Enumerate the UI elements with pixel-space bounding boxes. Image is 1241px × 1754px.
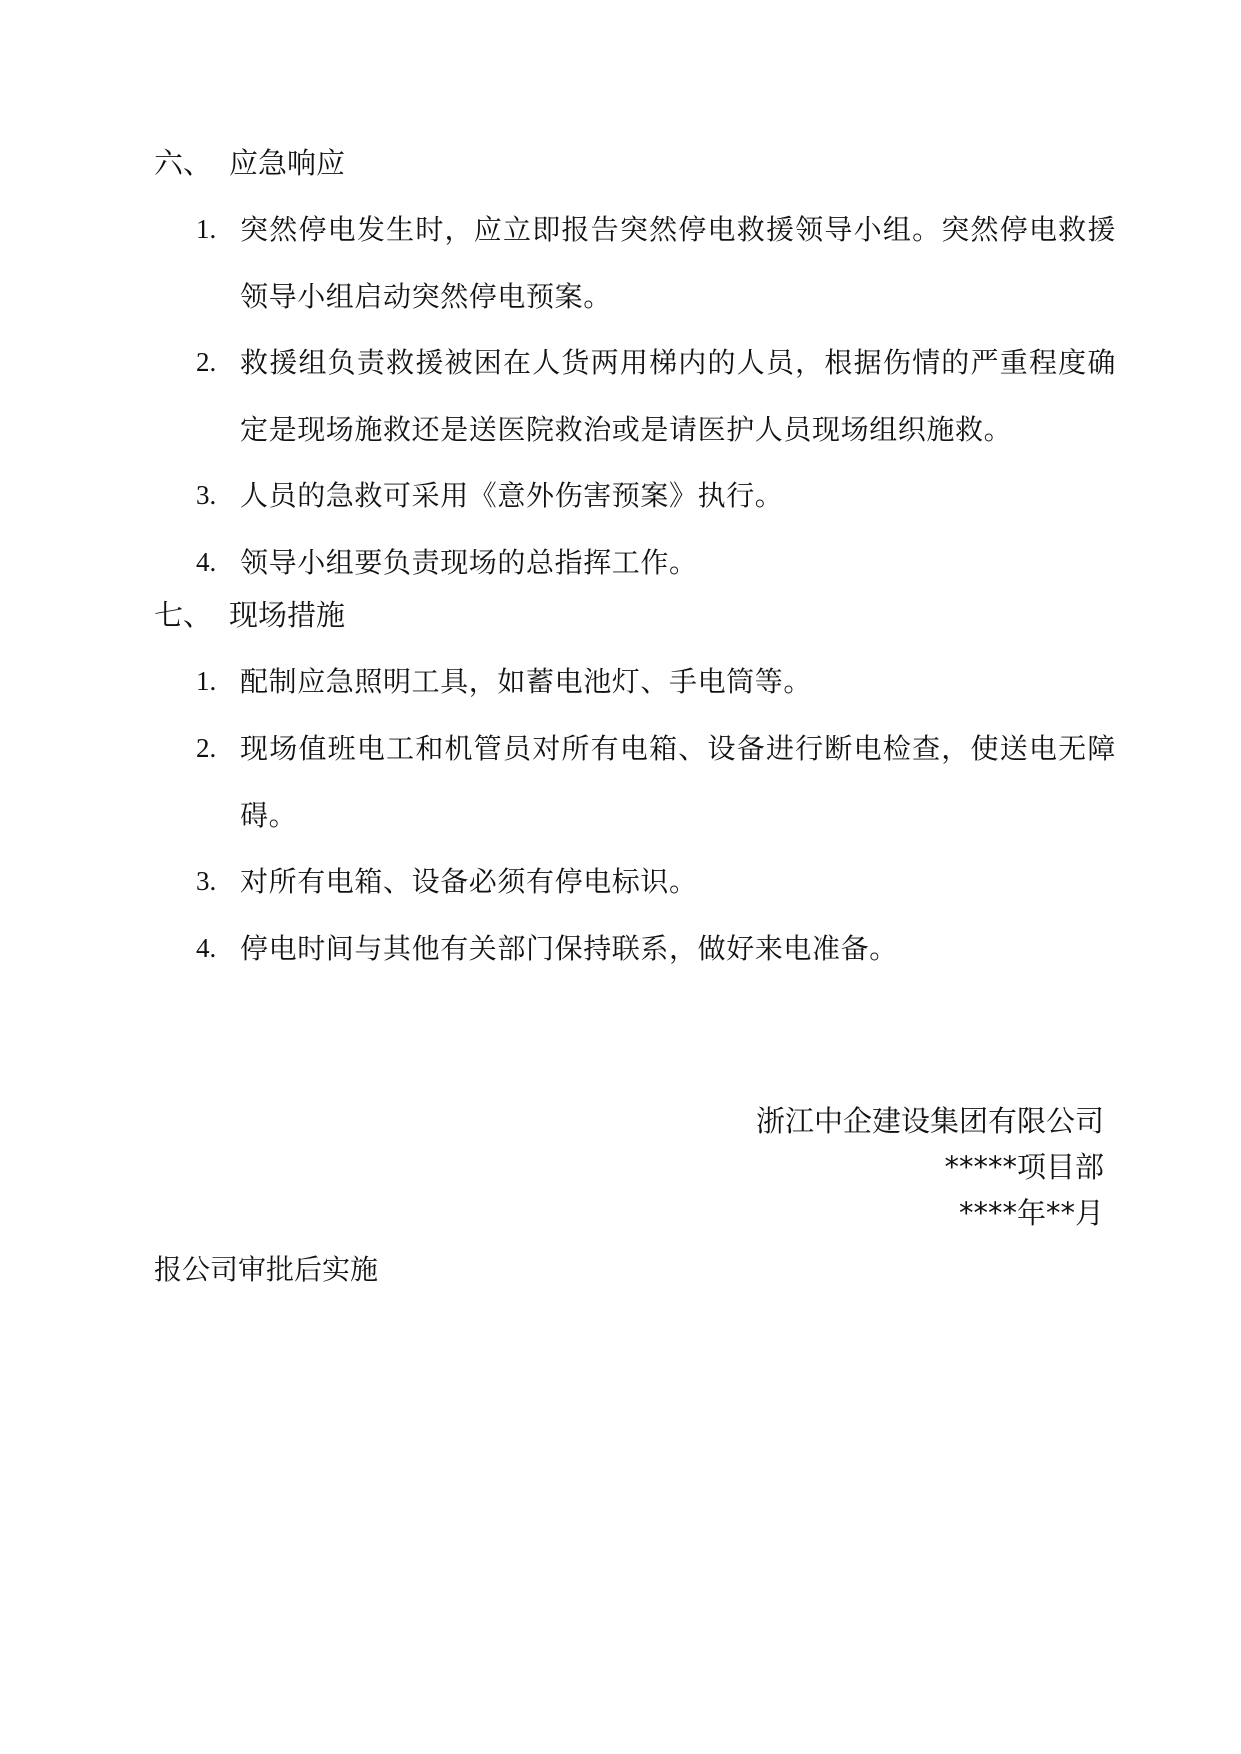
section-heading-6: [154, 145, 345, 181]
item-text: 人员的急救可采用《意外伤害预案》执行。: [240, 479, 784, 512]
list-item: [196, 715, 1116, 849]
list-item: [196, 529, 1116, 596]
item-index: 3.: [196, 866, 217, 896]
item-index: 1.: [196, 214, 217, 244]
item-index: 1.: [196, 666, 217, 696]
item-index: 4.: [196, 547, 217, 577]
item-index: 2.: [196, 733, 217, 763]
list-item: [196, 196, 1116, 330]
section-heading-7: [154, 597, 345, 633]
section-number: 七、: [154, 598, 213, 632]
item-text: 对所有电箱、设备必须有停电标识。: [240, 865, 698, 898]
section-title: 应急响应: [229, 146, 346, 180]
list-item: [196, 915, 1116, 982]
approval-note: 报公司审批后实施: [154, 1253, 379, 1286]
item-text: 突然停电发生时，应立即报告突然停电救援领导小组。突然停电救援领导小组启动突然停电预案。: [240, 213, 1116, 313]
item-text: 救援组负责救援被困在人货两用梯内的人员，根据伤情的严重程度确定是现场施救还是送医院救治或是请医护人员现场组织施救。: [240, 346, 1116, 446]
item-index: 4.: [196, 933, 217, 963]
signature-department: *****项目部: [944, 1150, 1104, 1184]
signature-date: ****年**月: [958, 1196, 1104, 1230]
item-text: 配制应急照明工具，如蓄电池灯、手电筒等。: [240, 665, 813, 698]
list-item: [196, 462, 1116, 529]
signature-company: 浙江中企建设集团有限公司: [755, 1104, 1104, 1138]
item-text: 领导小组要负责现场的总指挥工作。: [240, 546, 698, 579]
item-text: 停电时间与其他有关部门保持联系，做好来电准备。: [240, 932, 898, 965]
section-number: 六、: [154, 146, 213, 180]
list-item: [196, 329, 1116, 463]
item-index: 2.: [196, 347, 217, 377]
item-text: 现场值班电工和机管员对所有电箱、设备进行断电检查，使送电无障碍。: [240, 732, 1116, 832]
section-title: 现场措施: [229, 598, 346, 632]
list-item: [196, 648, 1116, 715]
item-index: 3.: [196, 480, 217, 510]
list-item: [196, 848, 1116, 915]
